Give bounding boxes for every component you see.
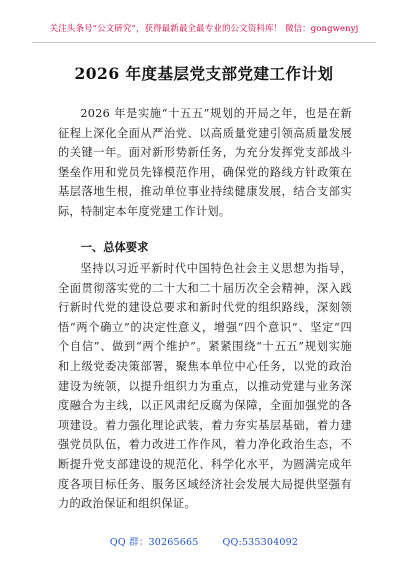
footer-qq: QQ:535304092	[222, 537, 299, 548]
general-requirements-paragraph: 坚持以习近平新时代中国特色社会主义思想为指导，全面贯彻落实党的二十大和二十届历次全会精神，深入践行新时代党的建设总要求和新时代党的组织路线，深刻领悟“两个确立”的决定性意义，增强“四个意识”、坚定“四个自信”、做到“两个维护”。紧紧围绕“十五五”规划实施和上级党委决策部署，聚焦本单位中心任务，以党的政治建设为统领，以提升组织力为重点，以推动党建与业务深度融合为主线，以正风肃纪反腐为保障，全面加强党的各项建设。着力强化理论武装，着力夯实基层基础，着力建强党员队伍，着力改进工作作风，着力净化政治生态，不断提升党支部建设的规范化、科学化水平，为圆满完成年度各项目标任务、服务区域经济社会发展大局提供坚强有力的政治保证和组织保证。	[58, 262, 352, 511]
footer-qq-group: QQ 群：30265665	[109, 537, 199, 548]
intro-paragraph: 2026 年是实施“十五五”规划的开局之年，也是在新征程上深化全面从严治党、以高质量党建引领高质量发展的关键一年。面对新形势新任务，为充分发挥党支部战斗堡垒作用和党员先锋模范作用，确保党的路线方针政策在基层落地生根，推动单位事业持续健康发展，结合支部实际，特制定本年度党建工作计划。	[58, 107, 352, 218]
header-banner: 关注头条号“公文研究”，获得最新最全最专业的公文资料库！ 微信：gongwenyj	[49, 24, 359, 34]
document-title: 2026 年度基层党支部党建工作计划	[74, 64, 334, 83]
section-heading-general-requirements: 一、总体要求	[80, 241, 149, 254]
header-divider	[32, 42, 376, 43]
footer-contact	[0, 534, 408, 548]
